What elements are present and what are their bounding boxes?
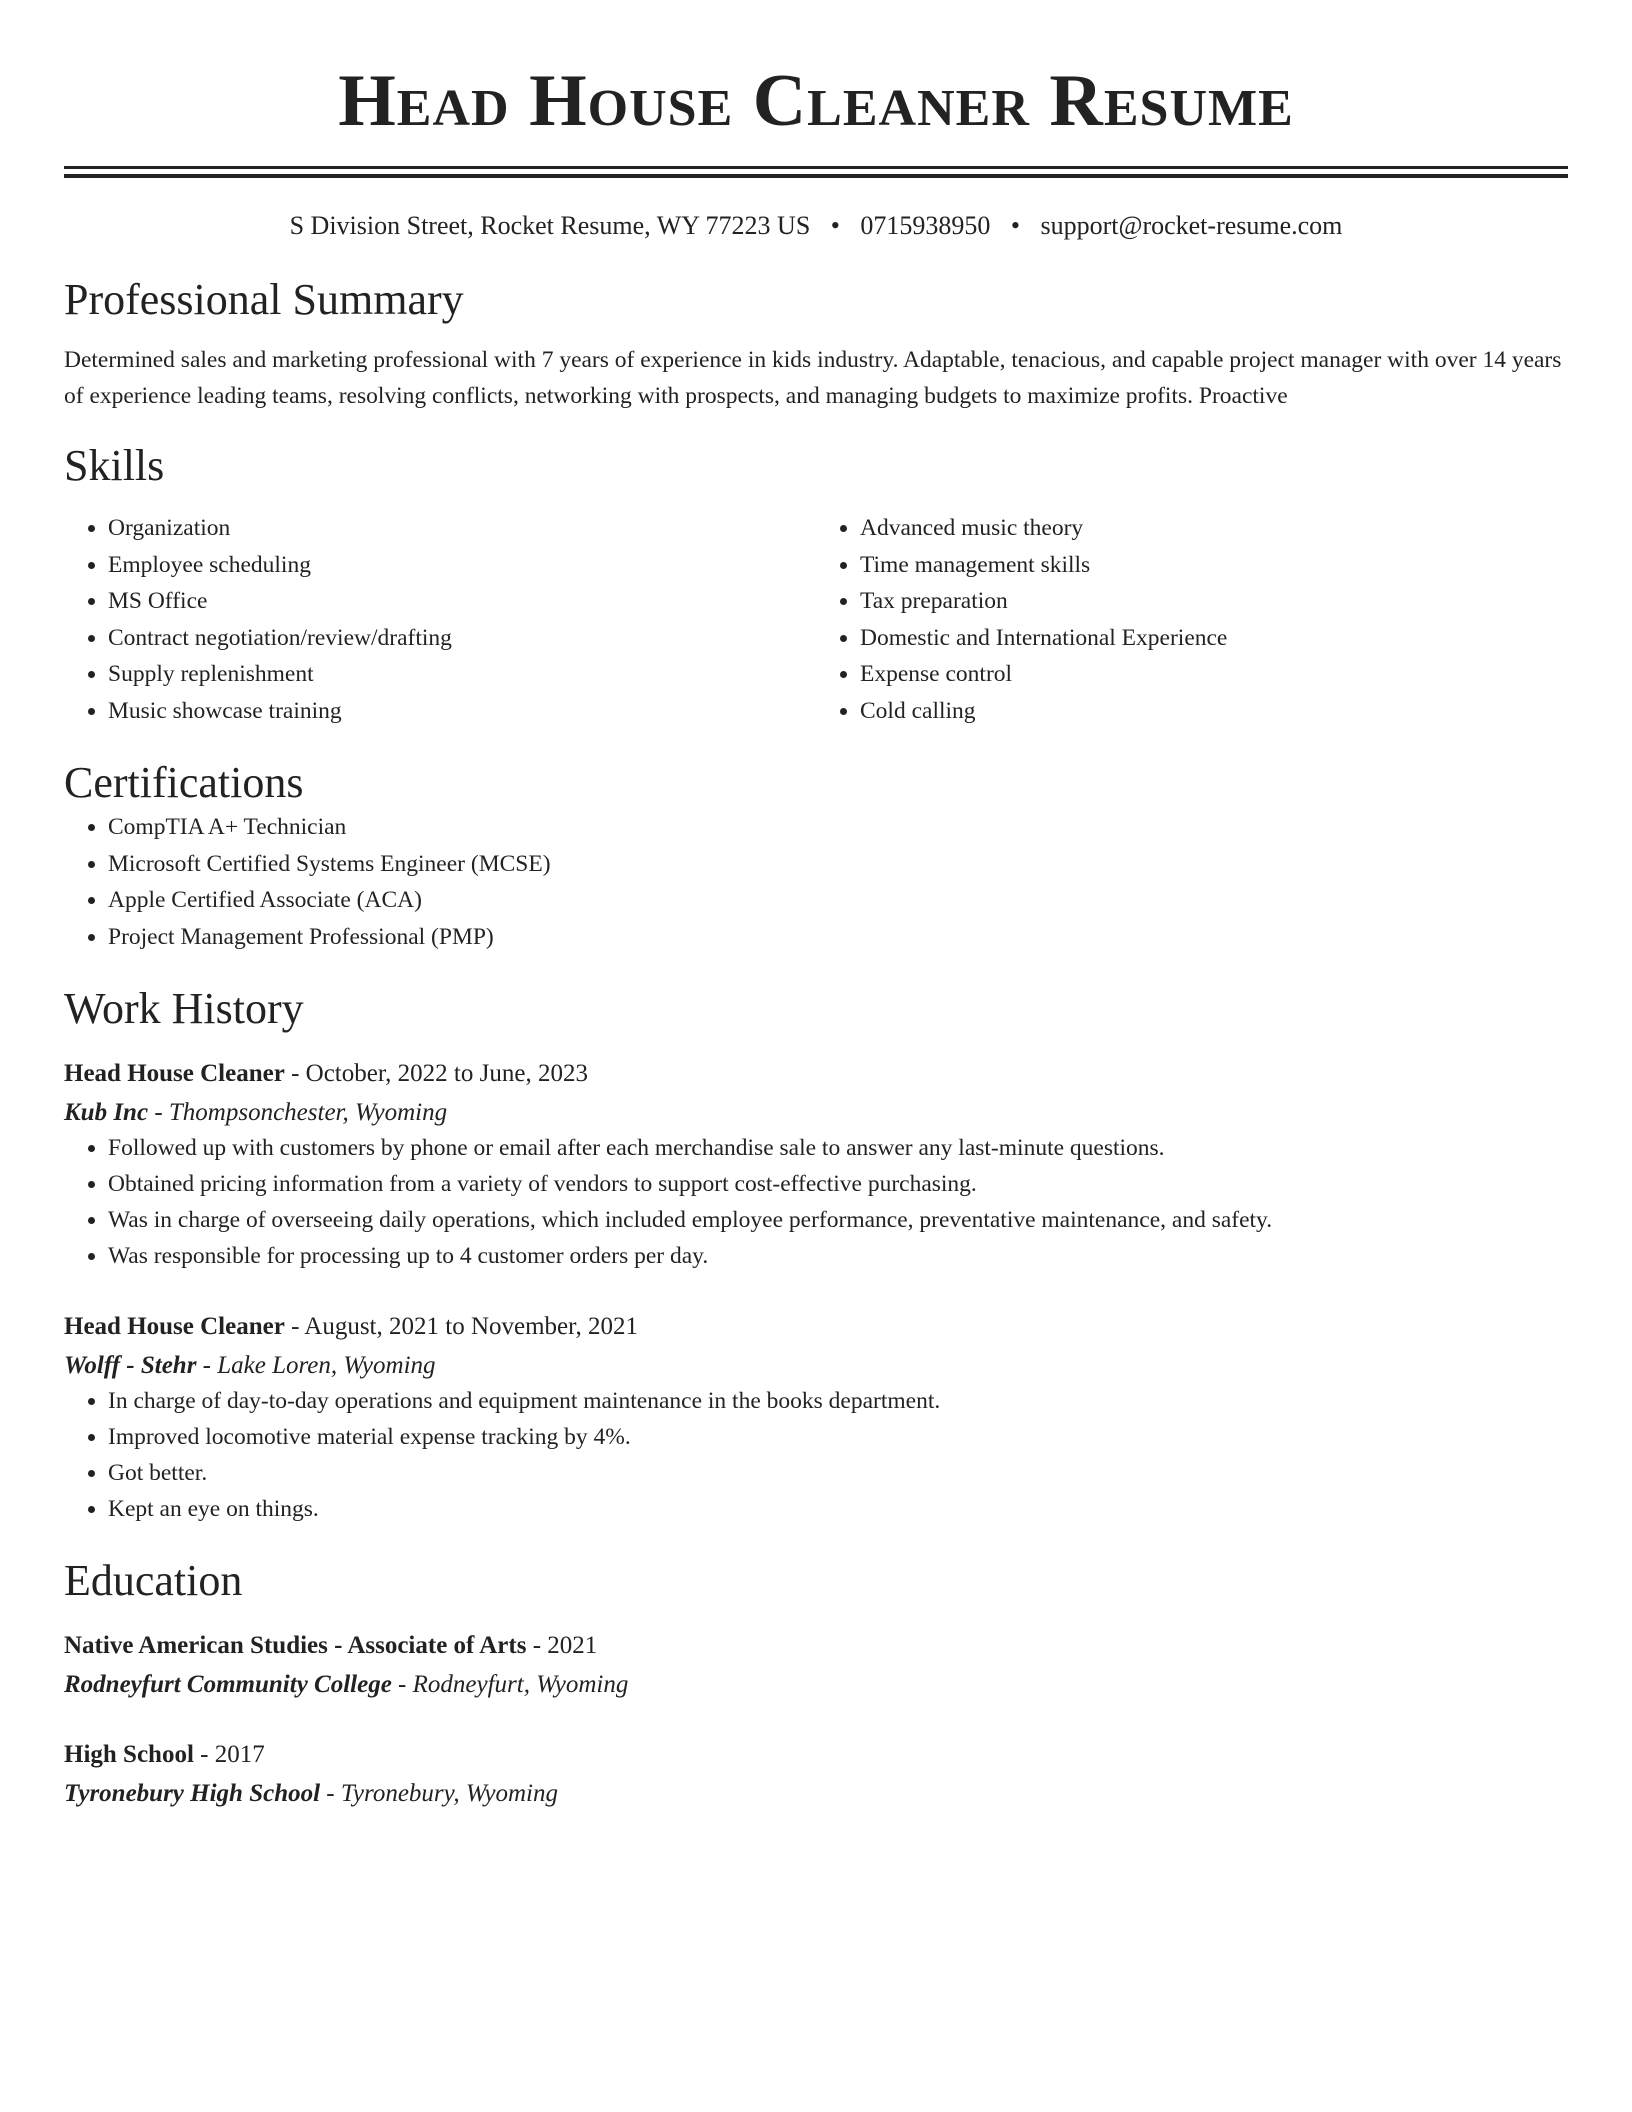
resume-title: Head House Cleaner Resume [338,60,1294,142]
job-header [64,1310,1568,1344]
job-duty: • Followed up with customers by phone or email after each merchandise sale to answer any last-minute questions. [108,1130,1568,1166]
skill-item: • Domestic and International Experience [860,620,1568,657]
education-school: Tyronebury High School [64,1780,321,1807]
skill-item: • Tax preparation [860,583,1568,620]
section-heading-summary: Professional Summary [64,275,464,324]
job-dates: - October, 2022 to June, 2023 [284,1060,588,1087]
skill-item: • Expense control [860,656,1568,693]
job-role: Head House Cleaner [64,1313,285,1340]
education-entry [64,1738,1568,1811]
job-duty: • Got better. [108,1455,1568,1491]
certification-item: • Project Management Professional (PMP) [108,919,1568,956]
skill-item: • Employee scheduling [108,547,816,584]
contact-separator: • [830,211,840,240]
job-duties-list [64,1383,1568,1527]
job-entry [64,1310,1568,1527]
skills-list-right [816,510,1568,729]
job-duty: • Improved locomotive material expense tracking by 4%. [108,1419,1568,1455]
job-company: Kub Inc [64,1099,149,1126]
job-duty: • Was in charge of overseeing daily operations, which included employee performance, preventative maintenance, and safety. [108,1202,1568,1238]
education-school: Rodneyfurt Community College [64,1671,392,1698]
education-entry [64,1629,1568,1702]
section-heading-work-history: Work History [64,984,304,1033]
job-duty: • Was responsible for processing up to 4 customer orders per day. [108,1238,1568,1274]
education-header [64,1629,1568,1663]
contact-separator: • [1010,211,1020,240]
summary-text: Determined sales and marketing professional with 7 years of experience in kids industry. Adaptable, tenacious, and capable project manager with over 14 years of experience leading teams, resolving conflicts, networking with prospects, and managing budgets to maximize profits. Proactive [64,347,1562,409]
certification-item: • Apple Certified Associate (ACA) [108,882,1568,919]
job-location: - Thompsonchester, Wyoming [148,1099,448,1126]
job-dates: - August, 2021 to November, 2021 [284,1313,638,1340]
job-duty: • Obtained pricing information from a variety of vendors to support cost-effective purchasing. [108,1166,1568,1202]
skill-item: • Contract negotiation/review/drafting [108,620,816,657]
education-year: - 2017 [193,1741,265,1768]
education-header [64,1738,1568,1772]
certifications-list [64,809,1568,955]
education-year: - 2021 [526,1632,598,1659]
job-entry [64,1057,1568,1274]
contact-address: S Division Street, Rocket Resume, WY 77223 US [289,211,811,240]
education-school-line [64,1777,1568,1811]
certification-item: • Microsoft Certified Systems Engineer (MCSE) [108,846,1568,883]
job-duty: • Kept an eye on things. [108,1491,1568,1527]
job-company: Wolff - Stehr [64,1352,197,1379]
skill-item: • Music showcase training [108,693,816,730]
skill-item: • Advanced music theory [860,510,1568,547]
education-school-line [64,1668,1568,1702]
section-heading-skills: Skills [64,441,165,490]
job-company-line [64,1349,1568,1383]
section-heading-certifications: Certifications [64,758,304,807]
education-location: - Tyronebury, Wyoming [320,1780,558,1807]
skill-item: • Supply replenishment [108,656,816,693]
skill-item: • Time management skills [860,547,1568,584]
job-header [64,1057,1568,1091]
contact-email: support@rocket-resume.com [1040,211,1343,240]
certification-item: • CompTIA A+ Technician [108,809,1568,846]
skill-item: • MS Office [108,583,816,620]
job-role: Head House Cleaner [64,1060,285,1087]
skills-columns [64,510,1568,729]
job-duties-list [64,1130,1568,1274]
contact-line [64,210,1568,242]
title-divider [64,166,1568,178]
job-duty: • In charge of day-to-day operations and equipment maintenance in the books department. [108,1383,1568,1419]
job-location: - Lake Loren, Wyoming [196,1352,436,1379]
job-company-line [64,1096,1568,1130]
contact-phone: 0715938950 [860,211,991,240]
section-heading-education: Education [64,1556,243,1605]
education-location: - Rodneyfurt, Wyoming [391,1671,629,1698]
skill-item: • Organization [108,510,816,547]
skill-item: • Cold calling [860,693,1568,730]
education-degree: Native American Studies - Associate of Arts [64,1632,527,1659]
education-degree: High School [64,1741,194,1768]
skills-list-left [64,510,816,729]
